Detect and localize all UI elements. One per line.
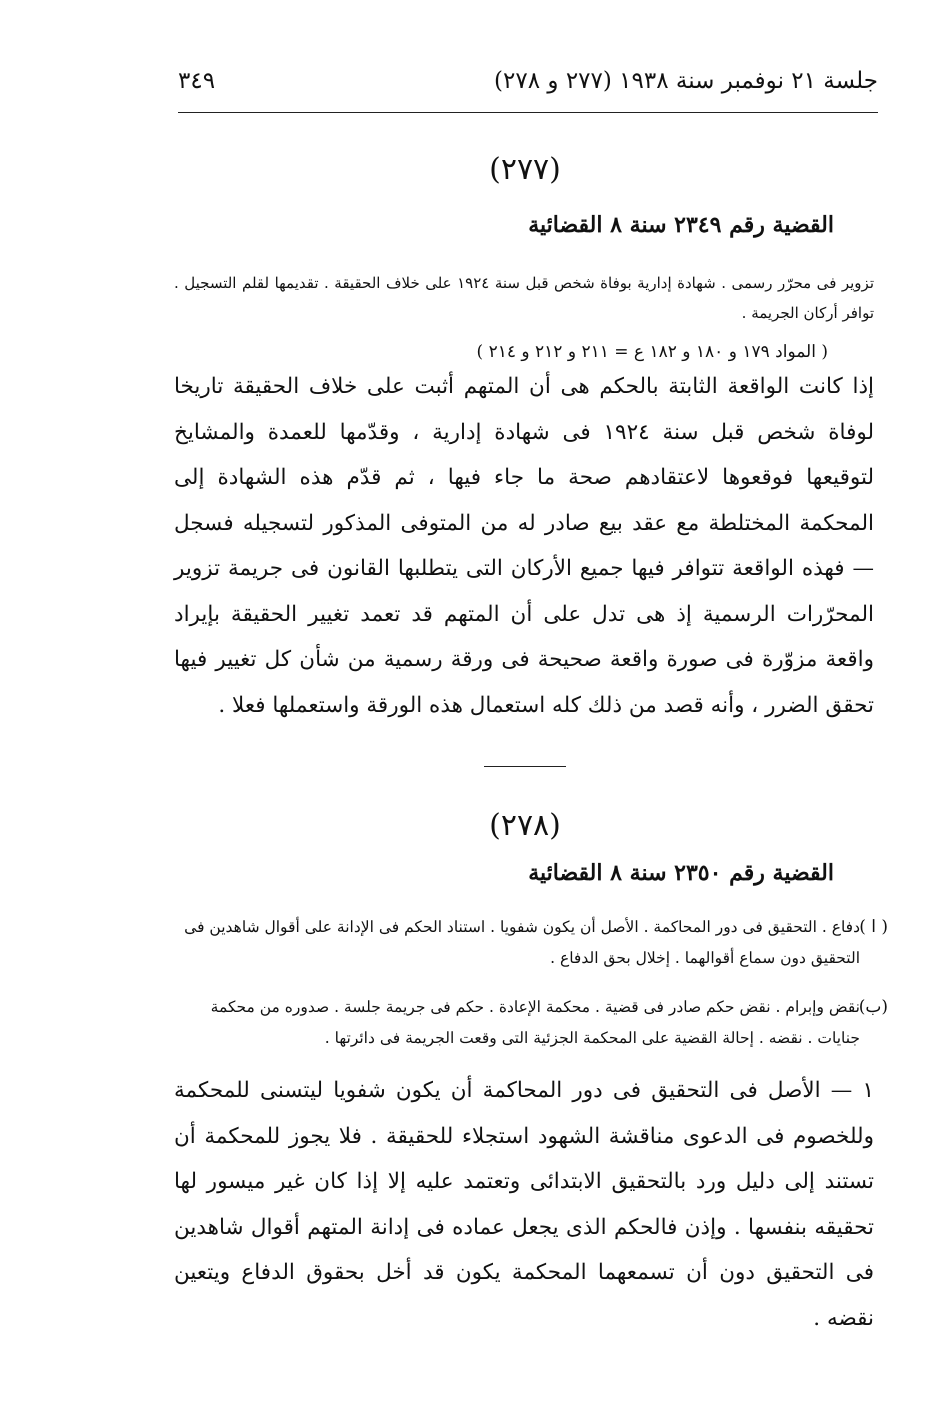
item-text: نقض وإبرام . نقض حكم صادر فى قضية . محكمة الإعادة . حكم فى جريمة جلسة . صدوره من محكمة جنايات . نقضه . إحالة القضية على المحكمة الجزئية التى وقعت الجريمة فى دائرتها . [210,998,860,1047]
case-abstract: تزوير فى محرّر رسمى . شهادة إدارية بوفاة شخص قبل سنة ١٩٢٤ على خلاف الحقيقة . تقديمها لقلم التسجيل . توافر أركان الجريمة . [174,274,874,322]
section-divider [484,766,566,767]
section-number: (٢٧٧) [489,152,561,187]
abstract-item [170,992,888,1054]
legal-articles: ( المواد ١٧٩ و ١٨٠ و ١٨٢ ع = ٢١١ و ٢١٢ و ٢١٤ ) [476,342,828,362]
ruling-paragraph: ١ — الأصل فى التحقيق فى دور المحاكمة أن يكون شفويا ليتسنى للمحكمة وللخصوم فى الدعوى مناقشة الشهود استجلاء للحقيقة . فلا يجوز للمحكمة أن تستند إلى دليل ورد بالتحقيق الابتدائى وتعتمد عليه إلا إذا كان غير ميسور لها تحقيقه بنفسها . وإذن فالحكم الذى يجعل عماده فى إدانة المتهم أقوال شاهدين فى التحقيق دون أن تسمعهما المحكمة يكون قد أخل بحقوق الدفاع ويتعين نقضه . [174,1078,874,1331]
section-number: (٢٧٨) [489,808,561,843]
item-text: دفاع . التحقيق فى دور المحاكمة . الأصل أن يكون شفويا . استناد الحكم فى الإدانة على أقوال شاهدين فى التحقيق دون سماع أقوالهما . إخلال بحق الدفاع . [184,918,860,967]
item-label: (ب) [858,997,888,1017]
item-label: ( ا ) [859,917,888,937]
abstract-item [170,912,888,974]
case-title: القضية رقم ٢٣٤٩ سنة ٨ القضائية [528,212,834,238]
page-header [178,60,878,113]
page-number: ٣٤٩ [178,68,216,94]
ruling-paragraph: إذا كانت الواقعة الثابتة بالحكم هى أن المتهم أثبت على خلاف الحقيقة تاريخا لوفاة شخص قبل سنة ١٩٢٤ فى شهادة إدارية ، وقدّمها للعمدة والمشايخ لتوقيعها فوقعوها لاعتقادهم صحة ما جاء فيها ، ثم قدّم هذه الشهادة إلى المحكمة المختلطة مع عقد بيع صادر له من المتوفى المذكور لتسجيله فسجل — فهذه الواقعة تتوافر فيها جميع الأركان التى يتطلبها القانون فى جريمة تزوير المحرّرات الرسمية إذ هى تدل على أن المتهم قد تعمد تغيير الحقيقة بإيراد واقعة مزوّرة فى صورة واقعة صحيحة فى ورقة رسمية من شأن كل تغيير فيها تحقق الضرر ، وأنه قصد من ذلك كله استعمال هذه الورقة واستعملها فعلا . [174,374,875,718]
case-title: القضية رقم ٢٣٥٠ سنة ٨ القضائية [528,860,834,886]
header-title: جلسة ٢١ نوفمبر سنة ١٩٣٨ (٢٧٧ و ٢٧٨) [494,68,878,94]
